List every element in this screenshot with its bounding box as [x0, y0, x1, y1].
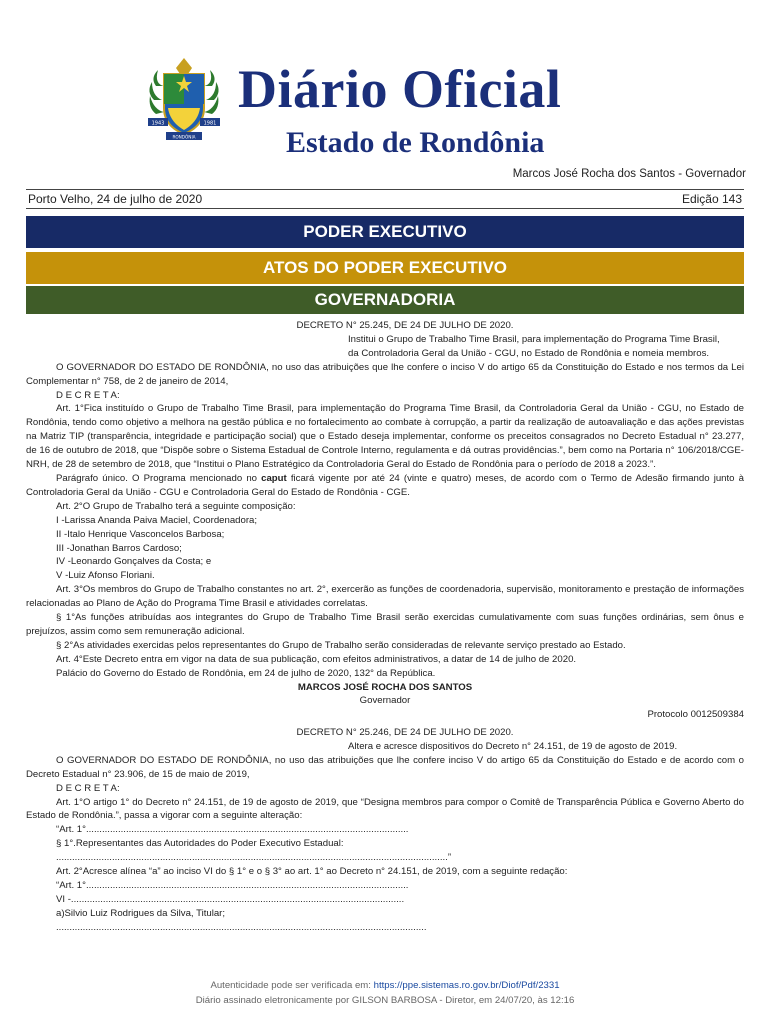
article-2: Art. 2°O Grupo de Trabalho terá a seguinte composição: — [56, 500, 296, 512]
state-crest-logo — [146, 56, 222, 152]
quoted-line: ........................................................................................................................................... — [56, 921, 427, 933]
article-3: Art. 3°Os membros do Grupo de Trabalho constantes no art. 2°, exercerão as funções de coordenadoria, supervisão, monitoramento e prestação de informações relacionadas ao Plano de Ação do Programa Time Brasil e atividades correlatas. — [26, 584, 744, 610]
decree-25246 — [26, 726, 744, 935]
quoted-line: VI -............................................................................................................................. — [56, 893, 405, 905]
page-footer — [0, 978, 770, 1008]
member-item: II -Italo Henrique Vasconcelos Barbosa; — [56, 528, 225, 540]
governor-line: Marcos José Rocha dos Santos - Governador — [512, 168, 746, 180]
quoted-line: § 1°.Representantes das Autoridades do Poder Executivo Estadual: — [56, 838, 344, 850]
signer-name: MARCOS JOSÉ ROCHA DOS SANTOS — [297, 681, 473, 693]
decreta-label: D E C R E T A: — [56, 782, 120, 794]
edition-number: Edição 143 — [681, 192, 742, 206]
palacio-line: Palácio do Governo do Estado de Rondônia, em 24 de julho de 2020, 132° da República. — [56, 667, 436, 679]
decree-preamble: O GOVERNADOR DO ESTADO DE RONDÔNIA, no uso das atribuições que lhe confere inciso V do artigo 65 da Constituição do Estado e de acordo com o Decreto Estadual n° 23.906, de 15 de maio de 2019, — [26, 754, 744, 780]
crest-motto: RONDÔNIA — [172, 134, 196, 140]
member-item: III -Jonathan Barros Cardoso; — [56, 542, 182, 554]
protocol-number: Protocolo 0012509384 — [647, 709, 744, 721]
quoted-line: ...................................................................................................................................................” — [56, 852, 452, 864]
member-item: I -Larissa Ananda Paiva Maciel, Coordenadora; — [56, 514, 258, 526]
section-poder-executivo: PODER EXECUTIVO — [26, 216, 744, 248]
dateline — [26, 189, 744, 209]
signer-role: Governador — [359, 695, 411, 707]
article-1: Art. 1°Fica instituído o Grupo de Trabalho Time Brasil, para implementação do Programa Time Brasil, da Controladoria Geral da União - CGU, no Estado de Rondônia, tendo como objetivo a melhora na gestão pública e no fortalecimento ao combate à corrupção, a partir da realização de autoavaliação e das ações previstas na Matriz TIP (transparência, integridade e participação social) que o Estado deseja implementar, conforme os preceitos consagrados no Decreto Estadual n° 23.277, de 16 de outubro de 2018, que “Dispõe sobre o Sistema Estadual de Controle Interno, regulamenta e dá outras providências.”, bem como na Portaria n° 106/2018/CGE-NRH, de 28 de setembro de 2018, que “Institui o Plano Estratégico da Controladoria Geral do Estado de Rondônia para o período de 2018 a 2023.”. — [26, 403, 744, 471]
member-item: IV -Leonardo Gonçalves da Costa; e — [56, 556, 212, 568]
article-4: Art. 4°Este Decreto entra em vigor na data de sua publicação, com efeitos administrativos, a datar de 14 de julho de 2020. — [56, 653, 577, 665]
crest-year-right: 1981 — [203, 120, 217, 127]
signature-line: Diário assinado eletronicamente por GILSON BARBOSA - Diretor, em 24/07/20, às 12:16 — [195, 995, 575, 1006]
paragraph-1: § 1°As funções atribuídas aos integrantes do Grupo de Trabalho Time Brasil serão exercidas cumulativamente com suas funções ordinárias, sem ônus e prejuízos, assim como sem remuneração adicional. — [26, 612, 744, 637]
quoted-line: “Art. 1°......................................................................................................................... — [56, 824, 409, 836]
quoted-line: a)Silvio Luiz Rodrigues da Silva, Titular; — [56, 907, 226, 919]
paragraph-2: § 2°As atividades exercidas pelos representantes do Grupo de Trabalho serão consideradas de relevante serviço prestado ao Estado. — [56, 639, 626, 651]
member-item: V -Luiz Afonso Floriani. — [56, 570, 155, 582]
decree-preamble: O GOVERNADOR DO ESTADO DE RONDÔNIA, no uso das atribuições que lhe confere o inciso V do artigo 65 da Constituição do Estado e nos termos da Lei Complementar n° 758, de 2 de janeiro de 2014, — [26, 361, 744, 387]
authenticity-line: Autenticidade pode ser verificada em: https://ppe.sistemas.ro.gov.br/Diof/Pdf/2331 — [210, 980, 560, 991]
decreta-label: D E C R E T A: — [56, 389, 120, 401]
masthead — [0, 52, 770, 162]
decree-ementa: da Controladoria Geral da União - CGU, no Estado de Rondônia e nomeia membros. — [348, 347, 710, 359]
section-atos-poder-executivo: ATOS DO PODER EXECUTIVO — [26, 252, 744, 284]
authenticity-link[interactable]: https://ppe.sistemas.ro.gov.br/Diof/Pdf/2331 — [373, 980, 560, 991]
section-governadoria: GOVERNADORIA — [26, 286, 744, 314]
place-date: Porto Velho, 24 de julho de 2020 — [28, 192, 203, 206]
quoted-line: “Art. 1°......................................................................................................................... — [56, 879, 409, 891]
newspaper-title: Diário Oficial — [238, 59, 562, 119]
decree-25245 — [26, 319, 744, 722]
decree-ementa: Altera e acresce dispositivos do Decreto n° 24.151, de 19 de agosto de 2019. — [348, 740, 678, 752]
decree-heading: DECRETO N° 25.246, DE 24 DE JULHO DE 2020. — [296, 727, 514, 738]
newspaper-subtitle: Estado de Rondônia — [286, 126, 545, 159]
decree-ementa: Institui o Grupo de Trabalho Time Brasil, para implementação do Programa Time Brasil, — [348, 333, 720, 345]
paragrafo-unico: Parágrafo único. O Programa mencionado no caput ficará vigente por até 24 (vinte e quatro) meses, de acordo com o Termo de Adesão firmando junto à Controladoria Geral da União - CGU e Controladoria Geral do Estado de Rondônia - CGE. — [26, 472, 744, 498]
article-2: Art. 2°Acresce alínea “a” ao inciso VI do § 1° e o § 3° ao art. 1° ao Decreto n° 24.151, de 2019, com a seguinte redação: — [56, 866, 568, 878]
decree-heading: DECRETO N° 25.245, DE 24 DE JULHO DE 2020. — [296, 320, 514, 331]
article-1: Art. 1°O artigo 1° do Decreto n° 24.151, de 19 de agosto de 2019, que “Designa membros para compor o Comitê de Transparência Pública e Governo Aberto do Estado de Rondônia.”, passa a vigorar com a seguinte alteração: — [26, 796, 744, 822]
crest-year-left: 1943 — [151, 120, 165, 127]
